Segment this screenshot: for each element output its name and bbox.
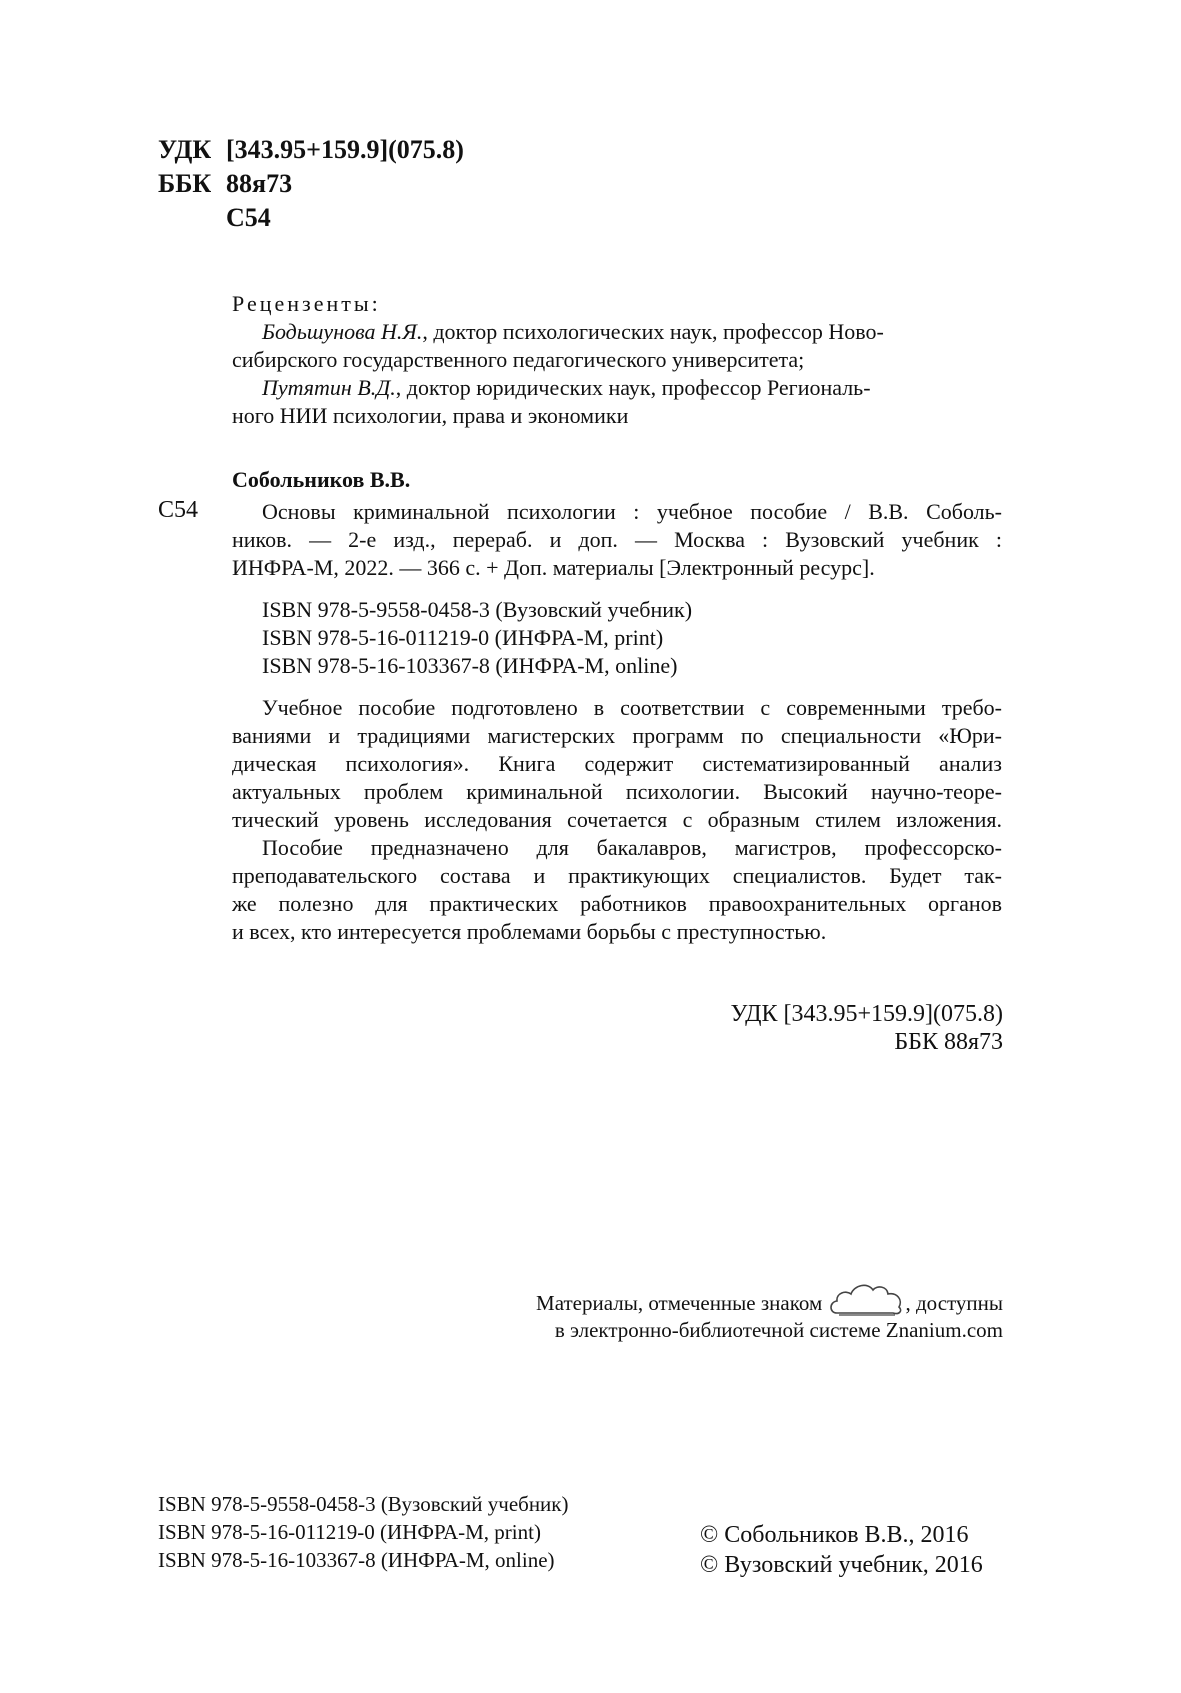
reviewer-2-line-1 (262, 374, 871, 402)
reviewer-2-line-2: ного НИИ психологии, права и экономики (232, 403, 629, 428)
bib-isbn-1: ISBN 978-5-9558-0458-3 (Вузовский учебник) (262, 597, 693, 622)
annotation-line-2: ваниями и традициями магистерских программ по специальности «Юри- (232, 723, 1002, 748)
materials-note-line-2: в электронно-библиотечной системе Znanium.com (554, 1318, 1003, 1342)
annotation-line-5: тический уровень исследования сочетается с образным стилем изложения. (232, 807, 1002, 832)
annotation-line-7: преподавательского состава и практикующих специалистов. Будет так- (232, 863, 1002, 888)
reviewer-2-desc: , доктор юридических наук, профессор Региональ- (395, 375, 871, 400)
footer-isbn-1: ISBN 978-5-9558-0458-3 (Вузовский учебник) (158, 1492, 569, 1516)
classification-block (158, 133, 464, 235)
bottom-udk: УДК [343.95+159.9](075.8) (730, 1001, 1003, 1027)
copyright-publisher: © Вузовский учебник, 2016 (700, 1552, 983, 1578)
bottom-bbk: ББК 88я73 (894, 1029, 1003, 1055)
annotation-line-4: актуальных проблем криминальной психологии. Высокий научно-теоре- (232, 779, 1002, 804)
reviewers-heading: Рецензенты: (232, 291, 381, 316)
udk-value: [343.95+159.9](075.8) (226, 135, 464, 164)
reviewer-1-line-1 (262, 318, 884, 346)
copyright-author: © Собольников В.В., 2016 (700, 1522, 969, 1548)
bbk-label: ББК (158, 169, 212, 198)
bbk-value: 88я73 (226, 169, 293, 198)
materials-note-text: Материалы, отмеченные знаком (536, 1290, 823, 1315)
udk-label: УДК (158, 135, 212, 164)
annotation-line-6: Пособие предназначено для бакалавров, магистров, профессорско- (262, 835, 1002, 860)
annotation-line-8: же полезно для практических работников правоохранительных органов (232, 891, 1002, 916)
author-sign: С54 (226, 203, 271, 232)
annotation-line-3: дическая психология». Книга содержит систематизированный анализ (232, 751, 1002, 776)
bib-sign: С54 (158, 497, 199, 523)
annotation-line-1: Учебное пособие подготовлено в соответствии с современными требо- (262, 695, 1002, 720)
footer-isbn-2: ISBN 978-5-16-011219-0 (ИНФРА-М, print) (158, 1520, 541, 1544)
footer-isbn-3: ISBN 978-5-16-103367-8 (ИНФРА-М, online) (158, 1548, 555, 1572)
reviewer-1-line-2: сибирского государственного педагогического университета; (232, 347, 805, 372)
materials-note-tail: , доступны (905, 1290, 1003, 1315)
reviewer-2-name: Путятин В.Д. (262, 375, 396, 400)
bib-isbn-3: ISBN 978-5-16-103367-8 (ИНФРА-М, online) (262, 653, 678, 678)
bib-line-2: ников. — 2-е изд., перераб. и доп. — Москва : Вузовский учебник : (232, 527, 1002, 552)
bib-line-3: ИНФРА-М, 2022. — 366 с. + Доп. материалы [Электронный ресурс]. (232, 555, 875, 580)
annotation-line-9: и всех, кто интересуется проблемами борьбы с преступностью. (232, 919, 827, 944)
reviewer-1-desc: , доктор психологических наук, профессор Ново- (422, 319, 884, 344)
bib-line-1: Основы криминальной психологии : учебное пособие / В.В. Соболь- (262, 499, 1002, 524)
reviewer-1-name: Бодьшунова Н.Я. (262, 319, 423, 344)
bib-isbn-2: ISBN 978-5-16-011219-0 (ИНФРА-М, print) (262, 625, 664, 650)
bib-author: Собольников В.В. (232, 467, 411, 492)
